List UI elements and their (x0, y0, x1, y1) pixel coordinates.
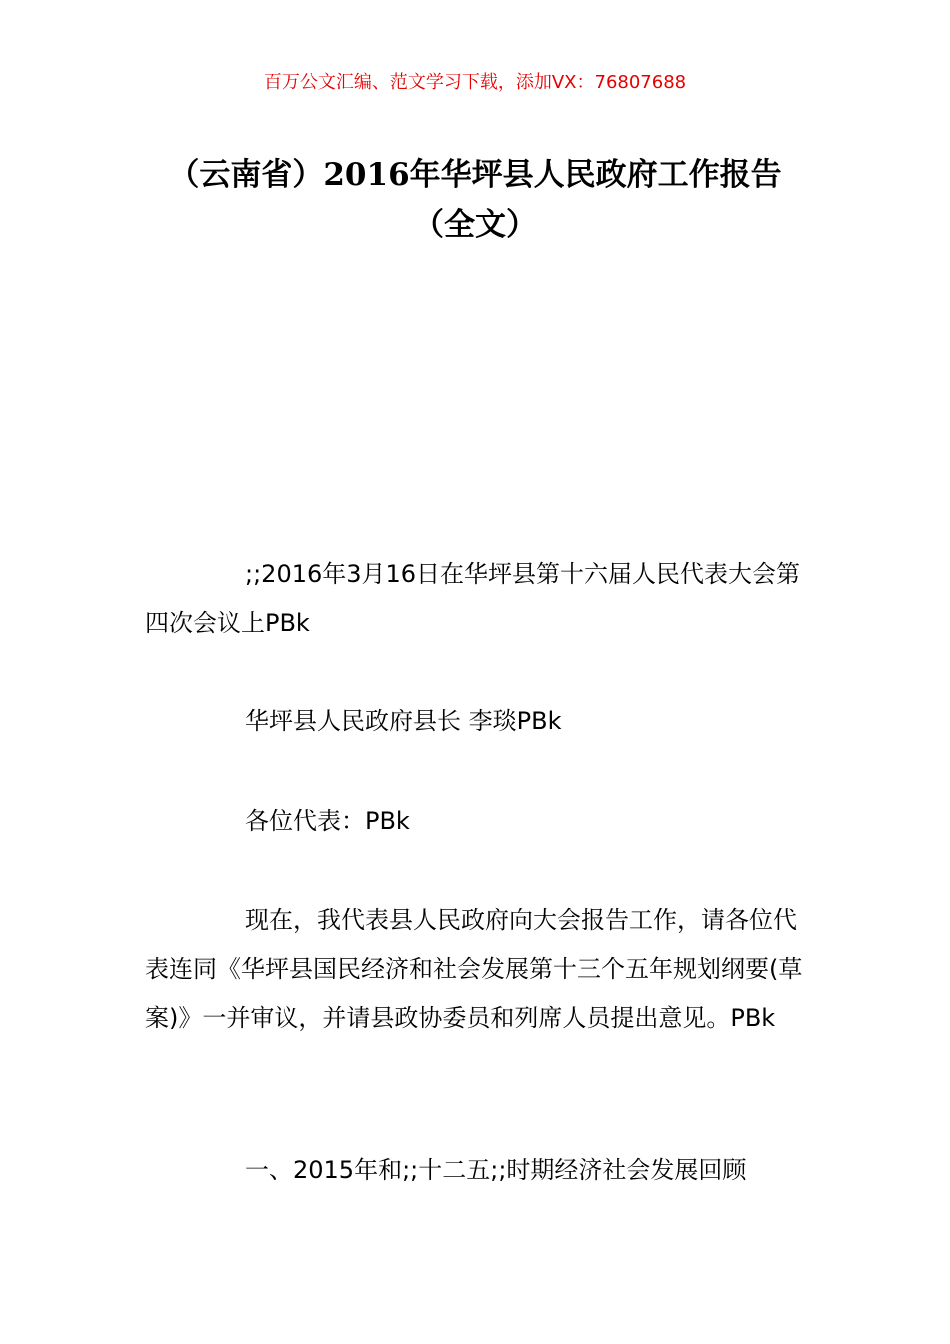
header-note: 百万公文汇编、范文学习下载，添加VX：76807688 (263, 72, 687, 93)
author-line: 华坪县人民政府县长 李琰PBk (245, 707, 562, 735)
meeting-info-paragraph: ;;2016年3月16日在华坪县第十六届人民代表大会第四次会议上PBk (145, 560, 801, 637)
intro-paragraph: 现在，我代表县人民政府向大会报告工作，请各位代表连同《华坪县国民经济和社会发展第十三个五年规划纲要(草案)》一并审议，并请县政协委员和列席人员提出意见。PBk (145, 906, 803, 1032)
section-heading: 一、2015年和;;十二五;;时期经济社会发展回顾 (245, 1156, 747, 1184)
document-title: （云南省）2016年华坪县人民政府工作报告（全文） (168, 157, 782, 243)
salutation: 各位代表：PBk (245, 807, 410, 835)
